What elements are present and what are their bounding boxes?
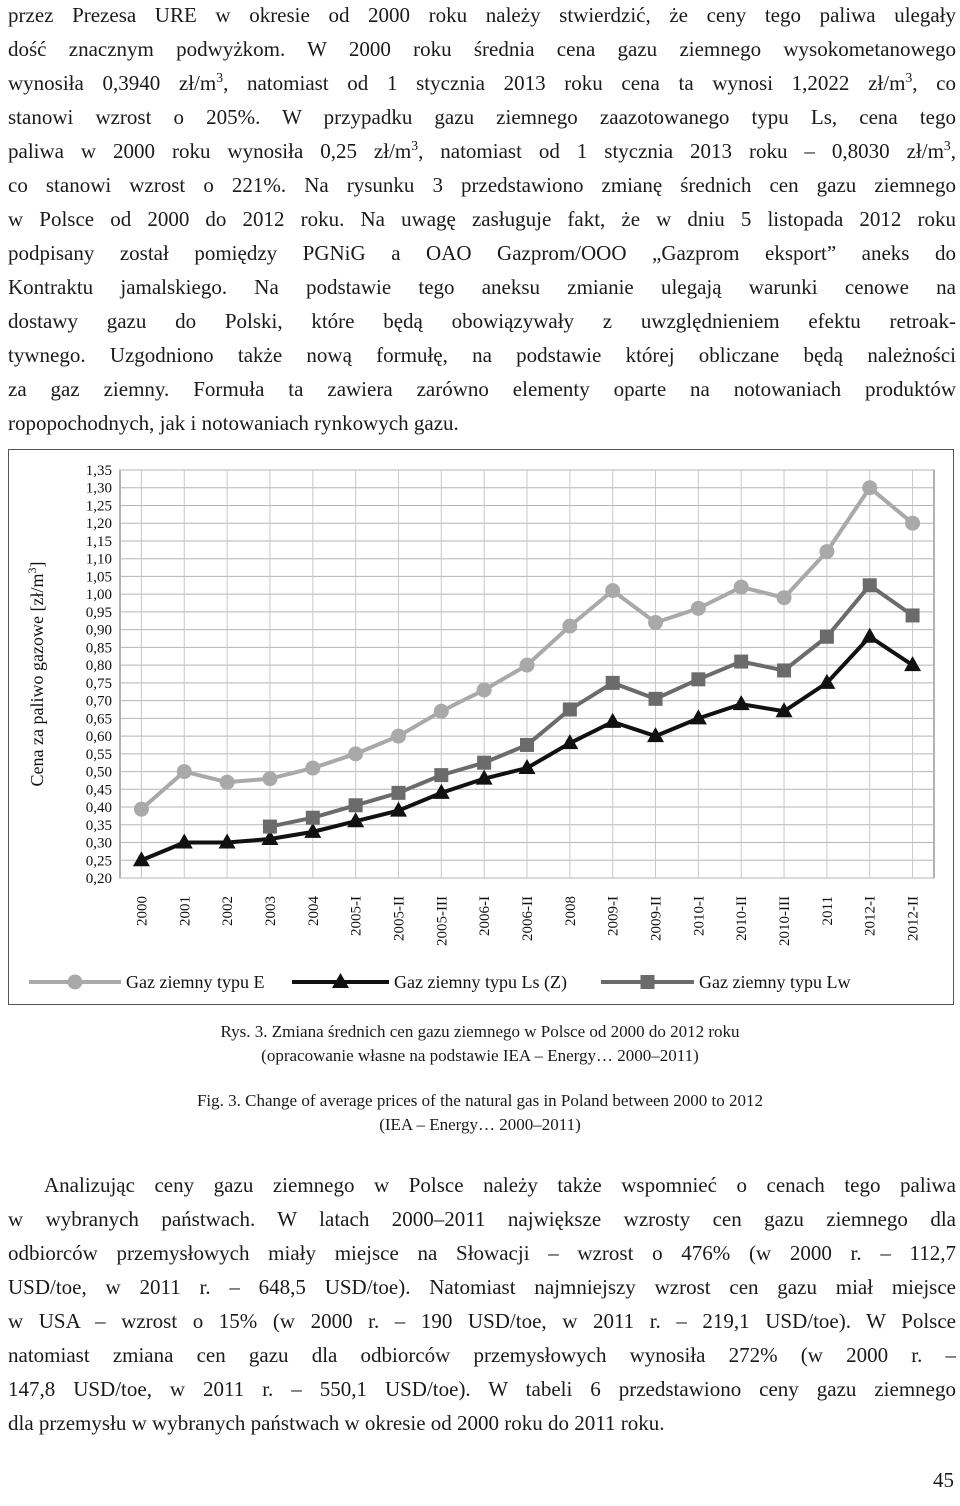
text-line: ropopochodnych, jak i notowaniach rynkowych gazu.: [8, 411, 459, 435]
y-tick-label: 0,40: [85, 800, 112, 817]
data-point-series-3: [263, 820, 277, 834]
y-tick-label: 1,15: [85, 533, 112, 550]
data-point-series-3: [306, 811, 320, 825]
x-tick-label: 2008: [562, 896, 579, 926]
data-point-series-1: [777, 590, 792, 605]
figure-caption-polish: [0, 1020, 960, 1068]
data-point-series-1: [819, 544, 834, 559]
figure-caption-english: [0, 1089, 960, 1137]
data-point-series-3: [906, 608, 920, 622]
x-tick-label: 2000: [134, 896, 151, 926]
y-tick-label: 1,35: [85, 463, 112, 479]
data-point-series-2: [904, 656, 921, 671]
text-line: natomiast zmiana cen gazu dla odbiorców przemysłowych wynosiła 272% (w 2000 r. –: [8, 1343, 956, 1367]
data-point-series-1: [262, 771, 277, 786]
text-line: 147,8 USD/toe, w 2011 r. – 550,1 USD/toe). W tabeli 6 przedstawiono ceny gazu ziemnego: [8, 1377, 956, 1401]
x-tick-label: 2006-II: [520, 896, 536, 941]
x-tick-label: 2002: [220, 896, 237, 926]
y-tick-label: 0,60: [85, 729, 112, 746]
data-point-series-1: [348, 746, 363, 761]
x-tick-label: 2010-III: [777, 896, 794, 946]
chart-frame: [8, 449, 954, 1005]
y-tick-label: 1,00: [85, 587, 112, 604]
data-point-series-1: [605, 583, 620, 598]
x-tick-label: 2009-I: [605, 896, 622, 936]
data-point-series-3: [649, 692, 663, 706]
data-point-series-3: [477, 756, 491, 770]
body-paragraph-2: [8, 1168, 956, 1440]
text-line: w Polsce od 2000 do 2012 roku. Na uwagę zasługuje fakt, że w dniu 5 listopada 2012 roku: [8, 207, 956, 231]
x-tick-label: 2010-II: [734, 896, 751, 941]
data-point-series-1: [734, 580, 749, 595]
data-point-series-1: [648, 615, 663, 630]
series-line-3: [270, 585, 913, 826]
data-point-series-3: [391, 786, 405, 800]
y-tick-label: 0,50: [85, 764, 112, 781]
data-point-series-1: [391, 729, 406, 744]
data-point-series-3: [520, 738, 534, 752]
y-tick-label: 0,55: [85, 746, 112, 763]
x-tick-label: 2004: [305, 896, 322, 926]
y-tick-label: 1,10: [85, 551, 112, 568]
data-point-series-1: [134, 802, 149, 817]
y-tick-label: 0,35: [85, 817, 112, 834]
x-tick-label: 2005-I: [348, 896, 365, 936]
data-point-series-3: [349, 798, 363, 812]
legend-label: Gaz ziemny typu Lw: [699, 972, 851, 992]
x-tick-label: 2009-II: [648, 896, 665, 941]
text-line: dla przemysłu w wybranych państwach w okresie od 2000 roku do 2011 roku.: [8, 1411, 665, 1435]
x-tick-label: 2011: [819, 896, 836, 926]
data-point-series-1: [562, 619, 577, 634]
text-line: co stanowi wzrost o 221%. Na rysunku 3 przedstawiono zmianę średnich cen gazu ziemnego: [8, 173, 956, 197]
data-point-series-3: [863, 578, 877, 592]
y-tick-label: 1,05: [85, 569, 112, 586]
data-point-series-3: [691, 672, 705, 686]
y-tick-label: 0,90: [85, 622, 112, 639]
text-line: dość znacznym podwyżkom. W 2000 roku średnia cena gazu ziemnego wysokometanowego: [8, 37, 956, 61]
data-point-series-1: [220, 775, 235, 790]
data-point-series-1: [691, 601, 706, 616]
data-point-series-1: [177, 764, 192, 779]
x-tick-label: 2006-I: [477, 896, 494, 936]
y-tick-label: 1,30: [85, 480, 112, 497]
text-line: Kontraktu jamalskiego. Na podstawie tego aneksu zmianie ulegają warunki cenowe na: [8, 275, 956, 299]
y-tick-label: 0,70: [85, 693, 112, 710]
x-tick-label: 2005-III: [434, 896, 451, 946]
y-tick-label: 0,85: [85, 640, 112, 657]
text-line: paliwa w 2000 roku wynosiła 0,25 $zł/m^3$, natomiast od 1 stycznia 2013 roku – 0,8030 $zł/m^3$,: [8, 138, 956, 163]
x-tick-label: 2012-I: [862, 896, 879, 936]
text-line: podpisany został pomiędzy PGNiG a OAO Gazprom/OOO „Gazprom eksport” aneks do: [8, 241, 956, 265]
data-point-series-1: [305, 761, 320, 776]
text-line: stanowi wzrost o 205%. W przypadku gazu ziemnego zaazotowanego typu Ls, cena tego: [8, 105, 956, 129]
data-point-series-1: [905, 516, 920, 531]
x-tick-label: 2001: [177, 896, 194, 926]
legend-label: Gaz ziemny typu E: [126, 972, 265, 992]
caption-en-line-1: Fig. 3. Change of average prices of the natural gas in Poland between 2000 to 2012: [196, 1091, 764, 1110]
x-tick-label: 2005-II: [391, 896, 408, 941]
y-tick-label: 0,65: [85, 711, 112, 728]
data-point-series-1: [477, 682, 492, 697]
body-paragraph-1: [8, 0, 956, 440]
text-line: odbiorców przemysłowych miały miejsce na Słowacji – wzrost o 476% (w 2000 r. – 112,7: [8, 1241, 956, 1265]
y-tick-label: 0,45: [85, 782, 112, 799]
data-point-series-3: [434, 768, 448, 782]
price-line-chart: [9, 450, 955, 1006]
x-tick-label: 2012-II: [905, 896, 922, 941]
y-tick-label: 0,25: [85, 853, 112, 870]
caption-pl-line-2: (opracowanie własne na podstawie IEA – Energy… 2000–2011): [261, 1046, 699, 1065]
data-point-series-2: [733, 695, 750, 710]
data-point-series-3: [734, 655, 748, 669]
text-line: dostawy gazu do Polski, które będą obowiązywały z uwzględnieniem efektu retroak-: [8, 309, 956, 333]
text-line: za gaz ziemny. Formuła ta zawiera zarówno elementy oparte na notowaniach produktów: [8, 377, 956, 401]
data-point-series-3: [820, 630, 834, 644]
data-point-series-1: [520, 658, 535, 673]
data-point-series-1: [862, 480, 877, 495]
text-line: tywnego. Uzgodniono także nową formułę, na podstawie której obliczane będą należności: [8, 343, 956, 367]
text-line: USD/toe, w 2011 r. – 648,5 USD/toe). Natomiast najmniejszy wzrost cen gazu miał miejsce: [8, 1275, 956, 1299]
data-point-series-3: [606, 676, 620, 690]
data-point-series-1: [434, 704, 449, 719]
text-line: w wybranych państwach. W latach 2000–2011 największe wzrosty cen gazu ziemnego dla: [8, 1207, 956, 1231]
y-tick-label: 0,95: [85, 604, 112, 621]
data-point-series-3: [777, 663, 791, 677]
text-line: w USA – wzrost o 15% (w 2000 r. – 190 USD/toe, w 2011 r. – 219,1 USD/toe). W Polsce: [8, 1309, 956, 1333]
caption-en-line-2: (IEA – Energy… 2000–2011): [379, 1115, 581, 1134]
data-point-series-3: [563, 702, 577, 716]
text-line: przez Prezesa URE w okresie od 2000 roku należy stwierdzić, że ceny tego paliwa ulegały: [8, 3, 956, 27]
y-tick-label: 0,80: [85, 658, 112, 675]
x-tick-label: 2010-I: [691, 896, 708, 936]
legend-marker: [641, 975, 655, 989]
caption-pl-line-1: Rys. 3. Zmiana średnich cen gazu ziemnego w Polsce od 2000 do 2012 roku: [220, 1022, 740, 1041]
legend-label: Gaz ziemny typu Ls (Z): [394, 972, 567, 992]
x-tick-label: 2003: [262, 896, 279, 926]
data-point-series-2: [604, 713, 621, 728]
y-axis-title: Cena za paliwo gazowe $[zł/m^3]$: [25, 561, 47, 787]
text-line: wynosiła 0,3940 $zł/m^3$, natomiast od 1 stycznia 2013 roku cena ta wynosi 1,2022 $zł/m^3$, co: [8, 70, 956, 95]
y-tick-label: 1,20: [85, 516, 112, 533]
y-tick-label: 0,75: [85, 675, 112, 692]
y-tick-label: 0,30: [85, 835, 112, 852]
y-tick-label: 0,20: [85, 871, 112, 887]
y-tick-label: 1,25: [85, 498, 112, 515]
text-line: Analizując ceny gazu ziemnego w Polsce należy także wspomnieć o cenach tego paliwa: [44, 1173, 956, 1197]
legend-marker: [68, 975, 83, 990]
page-number: 45: [933, 1468, 954, 1492]
